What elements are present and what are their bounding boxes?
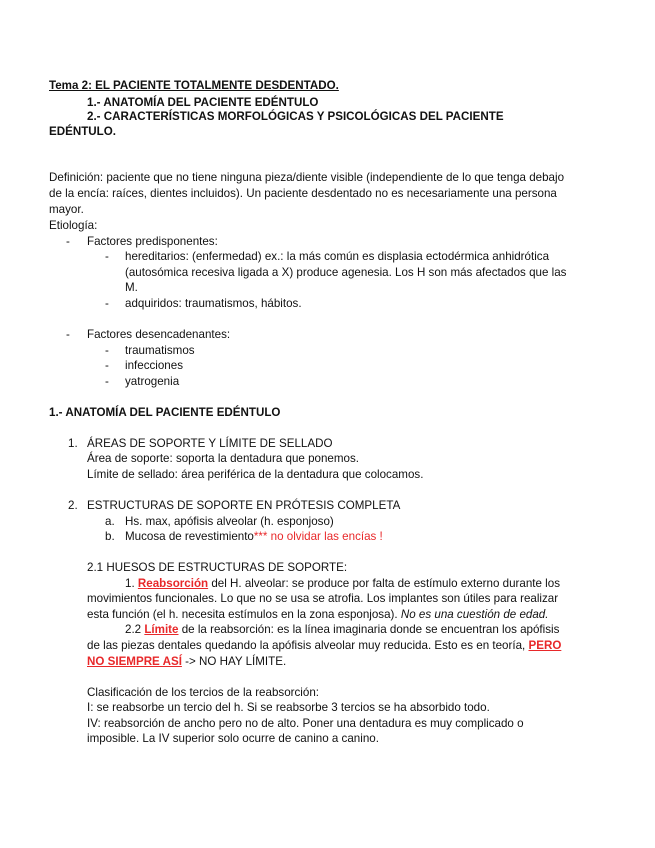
- resorption-line: [125, 576, 560, 591]
- limit-line: [125, 622, 559, 637]
- limit-prefix: 2.2: [125, 623, 145, 636]
- classification-line: imposible. La IV superior solo ocurre de canino a canino.: [87, 732, 379, 745]
- list-item: infecciones: [125, 359, 184, 372]
- dash-bullet: -: [105, 359, 109, 372]
- reminder-note: *** no olvidar las encías !: [253, 530, 383, 543]
- limit-text: -> NO HAY LÍMITE.: [181, 655, 287, 668]
- dash-bullet: -: [66, 328, 70, 341]
- dash-bullet: -: [105, 375, 109, 388]
- limit-line: [87, 638, 561, 653]
- limit-keyword: Límite: [144, 623, 179, 636]
- definition-line: Definición: paciente que no tiene ninguna pieza/diente visible (independiente de lo que tenga debajo: [49, 171, 565, 184]
- definition-line: de la encía: raíces, dientes incluidos). Un paciente desdentado no es necesariamente una persona: [49, 187, 557, 200]
- toc-item-1: 1.- ANATOMÍA DEL PACIENTE EDÉNTULO: [87, 96, 319, 109]
- hereditary-line: hereditarios: (enfermedad) ex.: la más común es displasia ectodérmica anhidrótica: [125, 250, 550, 263]
- structure-item-a: Hs. max, apófisis alveolar (h. esponjoso): [125, 515, 334, 528]
- classification-line: IV: reabsorción de ancho pero no de alto. Poner una dentadura es muy complicado o: [87, 717, 524, 730]
- support-area-def: Área de soporte: soporta la dentadura que ponemos.: [87, 452, 359, 465]
- limit-text: de la reabsorción: es la línea imaginaria donde se encuentran los apófisis: [178, 623, 560, 636]
- resorption-prefix: 1.: [125, 577, 138, 590]
- list-number: 2.: [68, 499, 78, 512]
- toc-item-2-cont: EDÉNTULO.: [49, 125, 116, 138]
- resorption-text: esta función (el h. necesita estímulos en la zona esponjosa).: [87, 608, 401, 621]
- document-title: Tema 2: EL PACIENTE TOTALMENTE DESDENTADO.: [49, 79, 339, 92]
- toc-item-2: 2.- CARACTERÍSTICAS MORFOLÓGICAS Y PSICOLÓGICAS DEL PACIENTE: [87, 110, 504, 123]
- structure-item-b: [125, 529, 383, 544]
- list-letter: a.: [105, 515, 115, 528]
- classification-line: I: se reabsorbe un tercio del h. Si se reabsorbe 3 tercios se ha absorbido todo.: [87, 701, 490, 714]
- predisposing-factors-label: Factores predisponentes:: [87, 235, 218, 248]
- limit-emphasis: PERO: [528, 639, 562, 652]
- dash-bullet: -: [105, 250, 109, 263]
- subsection-heading: 2.1 HUESOS DE ESTRUCTURAS DE SOPORTE:: [87, 561, 348, 574]
- classification-line: Clasificación de los tercios de la reabsorción:: [87, 686, 319, 699]
- list-item: yatrogenia: [125, 375, 180, 388]
- hereditary-line: M.: [125, 281, 138, 294]
- limit-text: de las piezas dentales quedando la apófisis alveolar muy reducida. Esto es en teoría,: [87, 639, 529, 652]
- resorption-keyword: Reabsorción: [137, 577, 209, 590]
- support-areas-title: ÁREAS DE SOPORTE Y LÍMITE DE SELLADO: [87, 437, 333, 450]
- list-number: 1.: [68, 437, 78, 450]
- resorption-line: [87, 607, 548, 622]
- list-item: traumatismos: [125, 344, 195, 357]
- dash-bullet: -: [105, 344, 109, 357]
- limit-emphasis: NO SIEMPRE ASÍ: [87, 655, 182, 668]
- section-heading: 1.- ANATOMÍA DEL PACIENTE EDÉNTULO: [49, 406, 281, 419]
- etiology-label: Etiología:: [49, 219, 98, 232]
- support-structures-title: ESTRUCTURAS DE SOPORTE EN PRÓTESIS COMPLETA: [87, 499, 401, 512]
- resorption-italic-note: No es una cuestión de edad.: [400, 608, 549, 621]
- resorption-text: del H. alveolar: se produce por falta de estímulo externo durante los: [208, 577, 561, 590]
- dash-bullet: -: [105, 297, 109, 310]
- acquired-factors: adquiridos: traumatismos, hábitos.: [125, 297, 302, 310]
- triggering-factors-label: Factores desencadenantes:: [87, 328, 231, 341]
- seal-limit-def: Límite de sellado: área periférica de la dentadura que colocamos.: [87, 468, 424, 481]
- limit-line: [87, 654, 286, 669]
- structure-item-b-text: Mucosa de revestimiento: [125, 530, 254, 543]
- list-letter: b.: [105, 530, 115, 543]
- hereditary-line: (autosómica recesiva ligada a X) produce agenesia. Los H son más afectados que las: [125, 266, 567, 279]
- resorption-line: movimientos funcionales. Lo que no se usa se atrofia. Los implantes son útiles para realizar: [87, 592, 559, 605]
- definition-line: mayor.: [49, 203, 84, 216]
- dash-bullet: -: [66, 235, 70, 248]
